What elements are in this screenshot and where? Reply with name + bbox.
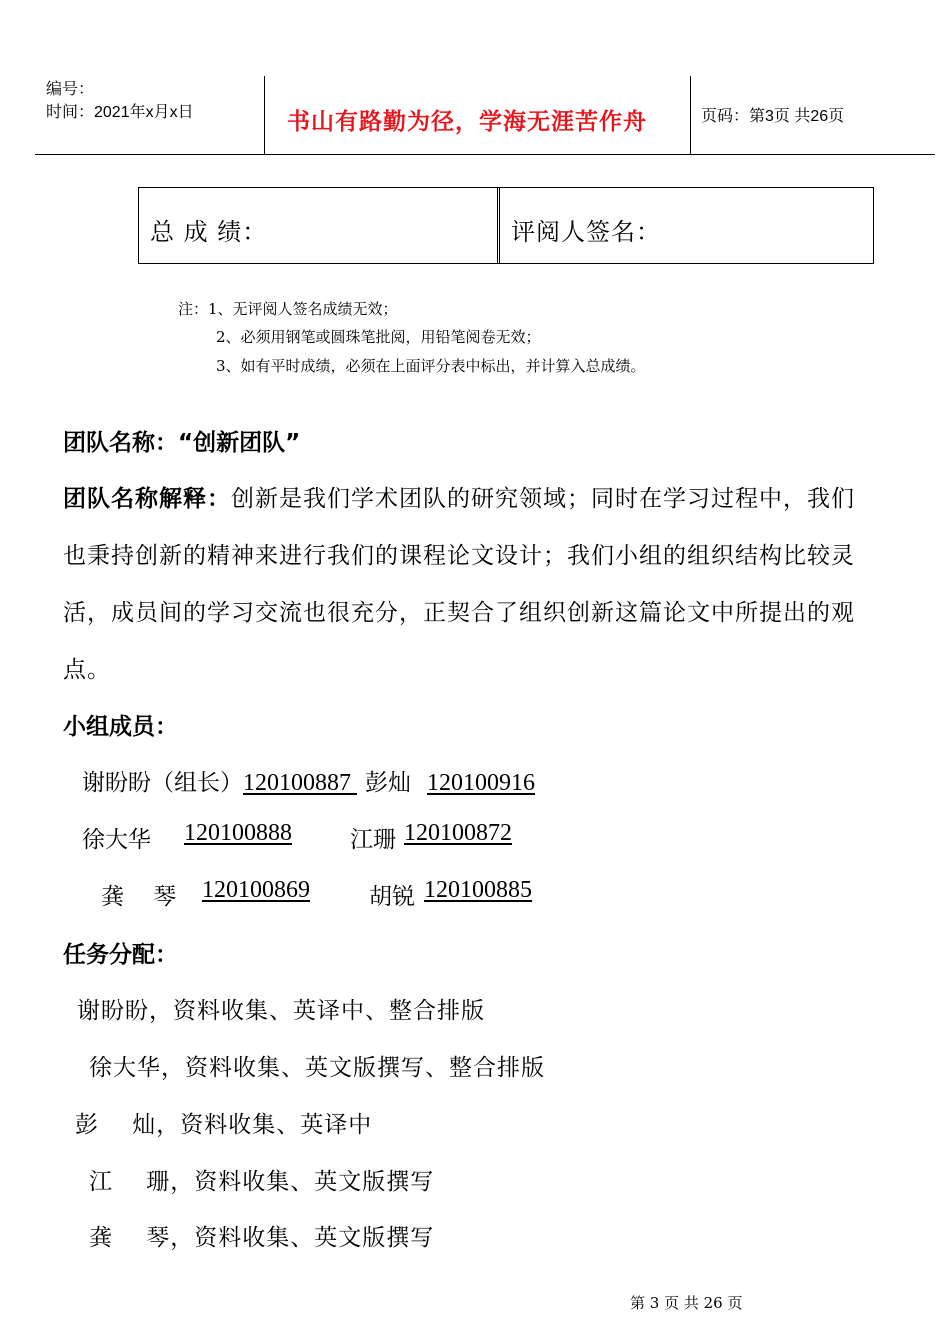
note-line: 3、如有平时成绩，必须在上面评分表中标出，并计算入总成绩。: [216, 357, 646, 375]
header-motto: 书山有路勤为径，学海无涯苦作舟: [287, 109, 647, 135]
task-item: 徐大华，资料收集、英文版撰写、整合排版: [89, 1055, 545, 1081]
team-explain-line: 活，成员间的学习交流也很充分，正契合了组织创新这篇论文中所提出的观: [63, 600, 855, 626]
team-explain-label: 团队名称解释：: [63, 486, 231, 512]
score-table-divider: [497, 188, 500, 263]
team-explain-line: 点。: [63, 657, 111, 683]
task-item: 江 珊，资料收集、英文版撰写: [89, 1169, 435, 1195]
team-name: 团队名称：“创新团队”: [63, 430, 301, 456]
member-id: 120100885: [424, 877, 532, 903]
member-name: 彭灿: [365, 770, 411, 796]
team-explain-line: [63, 480, 855, 513]
member-id: 120100869: [202, 877, 310, 903]
member-row: [82, 764, 535, 797]
member-id: 120100888: [184, 820, 292, 846]
note-line: 注：1、无评阅人签名成绩无效；: [178, 300, 398, 318]
task-item: 谢盼盼，资料收集、英译中、整合排版: [77, 998, 485, 1024]
member-name: 龚 琴: [101, 884, 177, 910]
member-name: 谢盼盼（组长）: [82, 770, 243, 796]
member-name: 徐大华: [82, 827, 151, 853]
header-divider: [690, 76, 691, 154]
member-id: 120100887: [243, 770, 357, 796]
member-name: 江珊: [350, 827, 396, 853]
note-line: 2、必须用钢笔或圆珠笔批阅，用铅笔阅卷无效；: [216, 328, 541, 346]
score-table: [138, 187, 874, 264]
member-id: 120100872: [404, 820, 512, 846]
member-name: 胡锐: [369, 884, 415, 910]
team-explain-line: 也秉持创新的精神来进行我们的课程论文设计；我们小组的组织结构比较灵: [63, 543, 855, 569]
members-heading: 小组成员：: [63, 714, 178, 740]
number-label: 编号：: [46, 81, 95, 98]
header-page-info: 页码：第3页 共26页: [701, 108, 845, 125]
task-item: 龚 琴，资料收集、英文版撰写: [89, 1225, 435, 1251]
reviewer-signature-label: 评阅人签名：: [511, 218, 661, 246]
tasks-heading: 任务分配：: [63, 942, 178, 968]
team-explain-text: 创新是我们学术团队的研究领域；同时在学习过程中，我们: [231, 486, 855, 512]
page-footer: 第 3 页 共 26 页: [630, 1294, 743, 1312]
task-item: 彭 灿，资料收集、英译中: [75, 1112, 373, 1138]
total-score-label: 总 成 绩：: [150, 218, 268, 246]
time-label: 时间：2021年x月x日: [46, 104, 194, 121]
header-divider: [264, 76, 265, 154]
member-id: 120100916: [427, 770, 535, 796]
